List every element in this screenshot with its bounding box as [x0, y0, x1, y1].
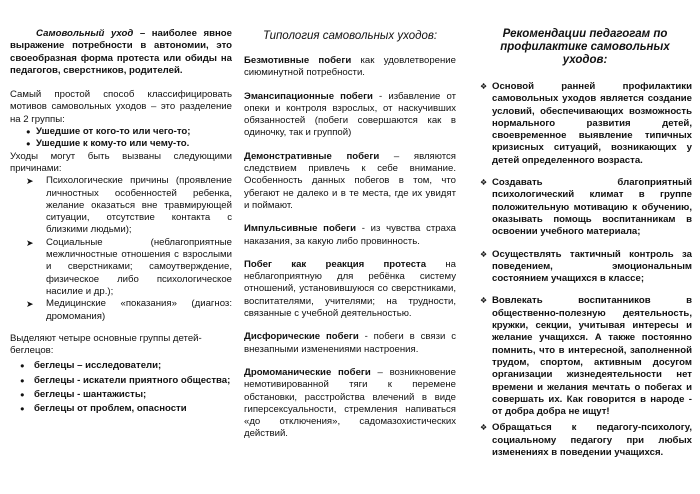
classify-paragraph: Самый простой способ классифицировать мотивов самовольных уходов – это разделение на 2 группы: — [10, 89, 232, 125]
list-item: ● беглецы - шантажисты; — [20, 388, 232, 402]
diamond-bullet-icon: ❖ — [480, 423, 488, 433]
column-typology — [244, 0, 456, 452]
arrow-bullet-icon: ➤ — [26, 237, 34, 248]
groups-list — [10, 126, 232, 151]
diamond-bullet-icon: ❖ — [480, 249, 488, 259]
list-item: ● беглецы – исследователи; — [20, 359, 232, 373]
typology-item: Безмотивные побеги как удовлетворение сиюминутной потребности. — [244, 55, 456, 79]
recommendations-list — [478, 81, 692, 459]
arrow-bullet-icon: ➤ — [26, 176, 34, 187]
diamond-bullet-icon: ❖ — [480, 178, 488, 188]
diamond-bullet-icon: ❖ — [480, 296, 488, 306]
list-item: ❖ Обращаться к педагогу-психологу, социальному педагогу при любых изменениях в поведении учащихся. — [480, 422, 692, 459]
list-item: ❖ Осуществлять тактичный контроль за поведением, эмоциональным состоянием учащихся в классе; — [480, 248, 692, 285]
causes-paragraph: Уходы могут быть вызваны следующими причинами: — [10, 150, 232, 174]
list-item: ● беглецы - искатели приятного общества; — [20, 374, 232, 388]
list-item: ● беглецы от проблем, опасности — [20, 402, 232, 416]
list-item: ➤ Психологические причины (проявление личностных особенностей ребенка, желание оказаться вне травмирующей ситуации, отсутствие контакта с близкими людьми); — [26, 175, 232, 236]
list-item: ● Ушедшие к кому-то или чему-то. — [26, 138, 232, 150]
runaways-paragraph: Выделяют четыре основные группы детей-беглецов: — [10, 332, 202, 357]
typology-title: Типология самовольных уходов: — [262, 30, 438, 42]
list-item: ➤ Социальные (неблагоприятные межличностные отношения с взрослыми и сверстниками; самоутверждение, физическое либо психологическое насилие и др.); — [26, 236, 232, 297]
list-item: ➤ Медицинские «показания» (диагноз: дромомания) — [26, 298, 232, 322]
typology-item: Эмансипационные побеги - избавление от опеки и контроля взрослых, от наскучивших обязанностей (побеги совершаются как в одиночку, так и группой) — [244, 90, 456, 139]
typology-item: Побег как реакция протеста на неблагоприятную для ребёнка систему отношений, установившуюся со сверстниками, воспитателями, учителями; на трудности, связанные с учебной деятельностью. — [244, 258, 456, 320]
runaways-list — [10, 359, 232, 416]
typology-item: Дромоманические побеги – возникновение немотивированной тяги к перемене обстановки, расстройства влечений в виде гиперсексуальности, стремления напиваться «до отключения», садомазохистических действий. — [244, 366, 456, 440]
intro-term: Самовольный уход — [36, 28, 134, 39]
typology-item: Импульсивные побеги - из чувства страха наказания, за какую либо провинность. — [244, 223, 456, 247]
column-definition — [10, 0, 232, 417]
list-item: ● Ушедшие от кого-то или чего-то; — [26, 126, 232, 138]
diamond-bullet-icon: ❖ — [480, 82, 488, 91]
recommendations-title: Рекомендации педагогам по профилактике самовольных уходов: — [500, 28, 670, 66]
causes-list — [10, 175, 232, 323]
typology-item: Демонстративные побеги – являются следствием привлечь к себе внимание. Особенность данных побегов в том, что убегают не далеко и в те места, где их увидят и поймают. — [244, 150, 457, 211]
typology-item: Дисфорические побеги - побеги в связи с внезапными изменениями настроения. — [244, 331, 456, 355]
list-item: ❖ Создавать благоприятный психологический климат в группе положительную мотивацию к обучению, оказывать помощь воспитанникам в освоении учебного материала; — [480, 177, 692, 238]
intro-paragraph — [10, 28, 232, 77]
list-item: ❖ Вовлекать воспитанников в общественно-полезную деятельность, кружки, секции, учитывая интересы и желание учащихся. А также постоянно помнить, что в интересной, заполненной трудом, спортом, активным досугом организации жизнедеятельности нет времени и желания мечтать о побегах и совершать их. Как говорится в народе - от добра добра не ищут! — [480, 295, 692, 418]
column-recommendations — [478, 0, 692, 469]
list-item: ❖ Основой ранней профилактики самовольных уходов является создание условий, обеспечивающих возможность нормального развития детей, своевременное выявление типичных кризисных ситуаций, возникающих у детей определенного возраста. — [480, 81, 692, 166]
arrow-bullet-icon: ➤ — [26, 299, 34, 310]
intro-text: – наиболее явное выражение потребности в автономии, это своеобразная форма протеста или обиды на педагогов, сверстников, родителей. — [10, 28, 232, 76]
